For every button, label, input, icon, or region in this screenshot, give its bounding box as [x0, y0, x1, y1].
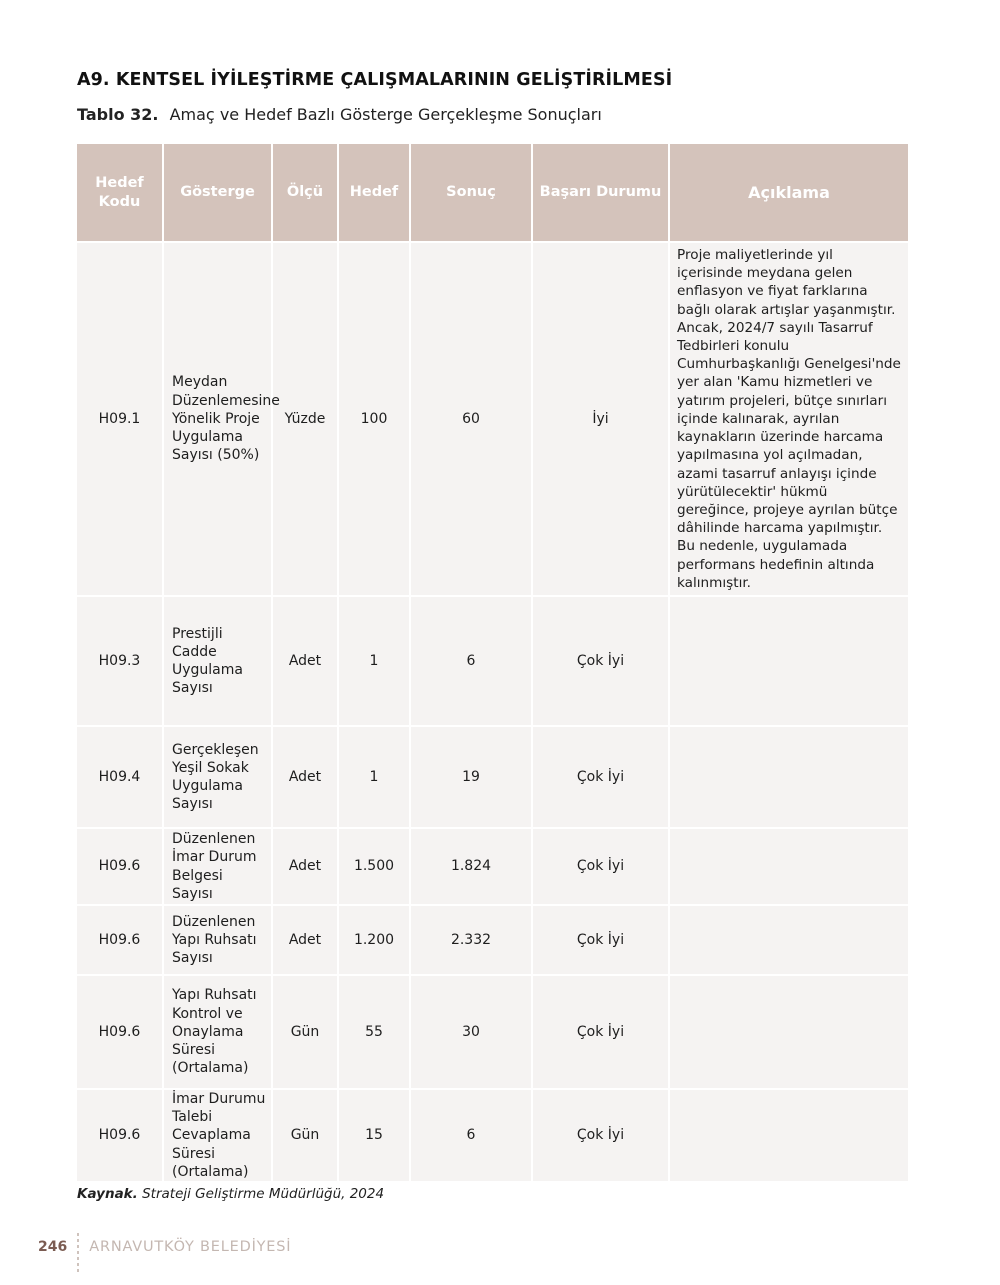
header-gosterge: Gösterge: [163, 144, 272, 242]
cell-sonuc: 2.332: [410, 905, 532, 975]
cell-sonuc: 30: [410, 975, 532, 1089]
cell-olcu: Adet: [272, 596, 338, 726]
cell-olcu: Gün: [272, 975, 338, 1089]
cell-hedef: 55: [338, 975, 410, 1089]
cell-basari-durumu: Çok İyi: [532, 726, 669, 828]
cell-gosterge: Yapı Ruhsatı Kontrol ve Onaylama Süresi (Ortalama): [163, 975, 272, 1089]
table-row: [77, 905, 908, 975]
cell-basari-durumu: Çok İyi: [532, 828, 669, 905]
cell-gosterge: Prestijli Cadde Uygulama Sayısı: [163, 596, 272, 726]
cell-sonuc: 60: [410, 242, 532, 596]
indicator-results-table: [77, 144, 908, 1183]
organization-name: ARNAVUTKÖY BELEDİYESİ: [89, 1239, 292, 1255]
table-row: [77, 726, 908, 828]
cell-basari-durumu: Çok İyi: [532, 905, 669, 975]
cell-aciklama: Proje maliyetlerinde yıl içerisinde meydana gelen enflasyon ve fiyat farklarına bağlı olarak artışlar yaşanmıştır. Ancak, 2024/7 sayılı Tasarruf Tedbirleri konulu Cumhurbaşkanlığı Genelgesi'nde yer alan 'Kamu hizmetleri ve yatırım projeleri, bütçe sınırları içinde kalınarak, ayrılan kaynakların üzerinde harcama yapılmasına yol açılmadan, azami tasarruf anlayışı içinde yürütülecektir' hükmü gereğince, projeye ayrılan bütçe dâhilinde harcama yapılmıştır. Bu nedenle, uygulamada performans hedefinin altında kalınmıştır.: [669, 242, 908, 596]
cell-hedef-kodu: H09.6: [77, 1089, 163, 1182]
table-caption-text: Amaç ve Hedef Bazlı Gösterge Gerçekleşme Sonuçları: [169, 105, 602, 124]
cell-hedef: 1: [338, 726, 410, 828]
cell-gosterge: Meydan Düzenlemesine Yönelik Proje Uygulama Sayısı (50%): [163, 242, 272, 596]
header-hedef: Hedef: [338, 144, 410, 242]
header-aciklama: Açıklama: [669, 144, 908, 242]
cell-aciklama: [669, 1089, 908, 1182]
cell-olcu: Adet: [272, 828, 338, 905]
cell-hedef-kodu: H09.6: [77, 975, 163, 1089]
table-header-row: [77, 144, 908, 242]
cell-hedef-kodu: H09.4: [77, 726, 163, 828]
section-title: A9. KENTSEL İYİLEŞTİRME ÇALIŞMALARININ GELİŞTİRİLMESİ: [77, 70, 673, 90]
cell-aciklama: [669, 828, 908, 905]
table-row: [77, 242, 908, 596]
cell-basari-durumu: Çok İyi: [532, 596, 669, 726]
cell-hedef-kodu: H09.6: [77, 828, 163, 905]
table-row: [77, 828, 908, 905]
table-row: [77, 975, 908, 1089]
table-row: [77, 1089, 908, 1182]
cell-hedef-kodu: H09.3: [77, 596, 163, 726]
header-olcu: Ölçü: [272, 144, 338, 242]
cell-gosterge: Düzenlenen Yapı Ruhsatı Sayısı: [163, 905, 272, 975]
cell-olcu: Gün: [272, 1089, 338, 1182]
footer-divider: [77, 1233, 79, 1273]
cell-basari-durumu: Çok İyi: [532, 1089, 669, 1182]
cell-gosterge: Gerçekleşen Yeşil Sokak Uygulama Sayısı: [163, 726, 272, 828]
cell-aciklama: [669, 975, 908, 1089]
page-number: 246: [38, 1239, 68, 1255]
header-hedef-kodu: Hedef Kodu: [77, 144, 163, 242]
cell-basari-durumu: Çok İyi: [532, 975, 669, 1089]
cell-hedef: 1.500: [338, 828, 410, 905]
cell-sonuc: 19: [410, 726, 532, 828]
cell-hedef: 100: [338, 242, 410, 596]
source-text: Strateji Geliştirme Müdürlüğü, 2024: [142, 1186, 385, 1202]
cell-aciklama: [669, 905, 908, 975]
source-label: Kaynak.: [77, 1186, 138, 1202]
cell-olcu: Adet: [272, 905, 338, 975]
cell-sonuc: 6: [410, 596, 532, 726]
cell-hedef-kodu: H09.6: [77, 905, 163, 975]
cell-sonuc: 6: [410, 1089, 532, 1182]
header-basari-durumu: Başarı Durumu: [532, 144, 669, 242]
header-sonuc: Sonuç: [410, 144, 532, 242]
cell-hedef: 15: [338, 1089, 410, 1182]
cell-olcu: Adet: [272, 726, 338, 828]
cell-sonuc: 1.824: [410, 828, 532, 905]
cell-hedef: 1.200: [338, 905, 410, 975]
cell-hedef: 1: [338, 596, 410, 726]
cell-olcu: Yüzde: [272, 242, 338, 596]
cell-gosterge: Düzenlenen İmar Durum Belgesi Sayısı: [163, 828, 272, 905]
table-caption-label: Tablo 32.: [77, 105, 159, 124]
cell-gosterge: İmar Durumu Talebi Cevaplama Süresi (Ortalama): [163, 1089, 272, 1182]
source-note: [77, 1186, 384, 1202]
page-footer: [38, 1239, 291, 1279]
cell-basari-durumu: İyi: [532, 242, 669, 596]
table-caption: [77, 105, 602, 124]
table-row: [77, 596, 908, 726]
cell-hedef-kodu: H09.1: [77, 242, 163, 596]
cell-aciklama: [669, 596, 908, 726]
cell-aciklama: [669, 726, 908, 828]
